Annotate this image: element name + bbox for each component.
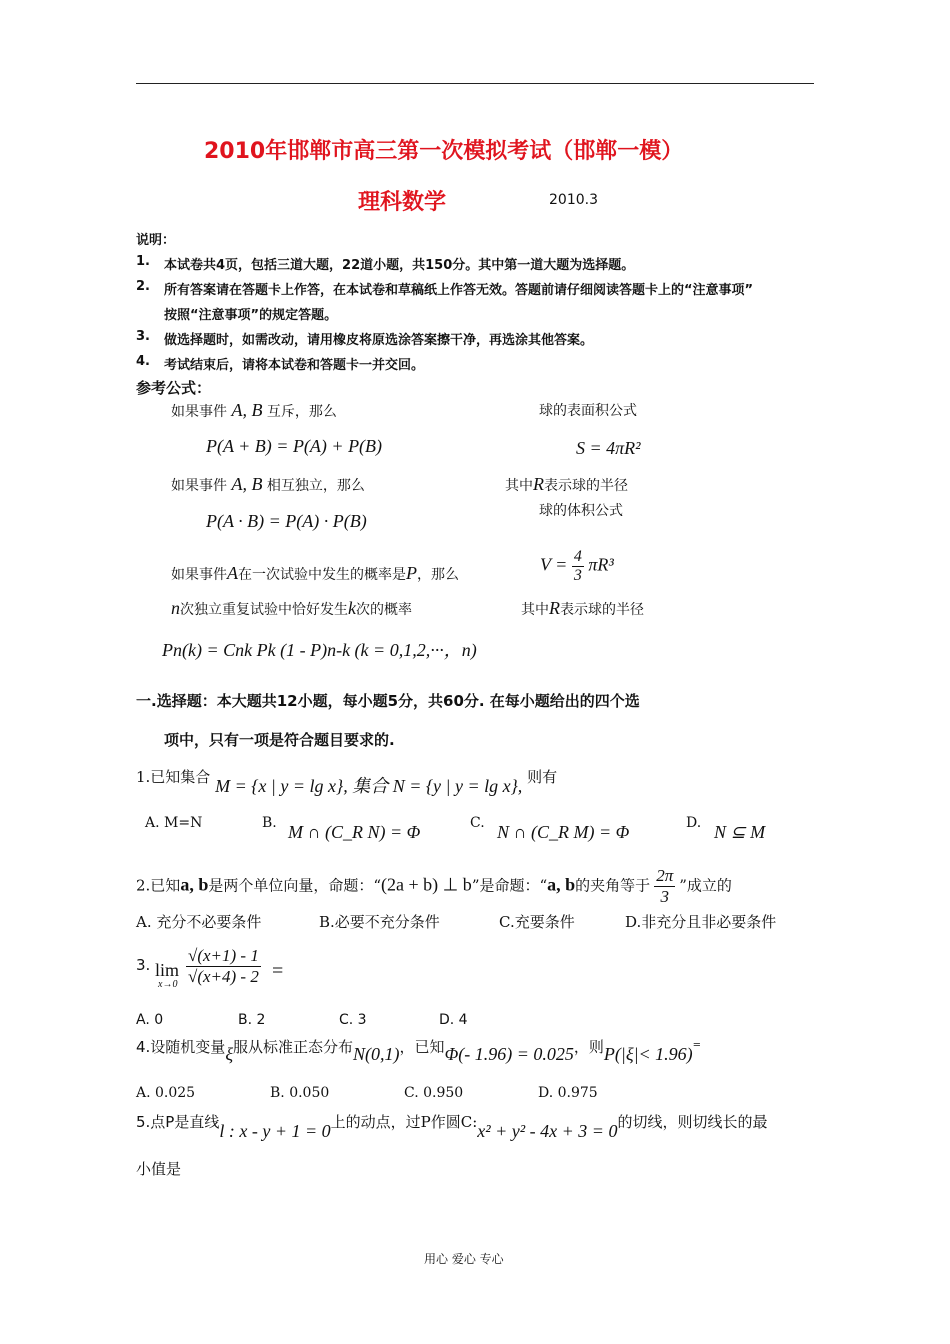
math: (2a + b) ⊥ b: [381, 874, 472, 895]
option-b: B. 0.050: [270, 1085, 330, 1101]
text: 次独立重复试验中恰好发生: [180, 602, 348, 618]
formula-label: 球的体积公式: [539, 503, 623, 519]
math-var: P: [406, 563, 417, 583]
question-3-number: 3.: [136, 956, 151, 974]
text: ”是命题：“: [471, 876, 548, 895]
formula-note: [505, 474, 628, 495]
option-c-math: N ∩ (C_R M) = Φ: [497, 822, 630, 842]
formulas-heading: 参考公式：: [136, 379, 212, 397]
text: 服从标准正态分布: [233, 1038, 354, 1056]
instructions-heading: 说明：: [136, 233, 176, 248]
math: x² + y² - 4x + 3 = 0: [477, 1121, 618, 1141]
exam-title: 2010年邯郸市高三第一次模拟考试（邯郸一模）: [204, 139, 684, 164]
denominator: 3: [573, 567, 582, 584]
instruction-text: 考试结束后，请将本试卷和答题卡一并交回。: [164, 358, 425, 373]
instruction-num: 2.: [136, 279, 150, 294]
instruction-text: 所有答案请在答题卡上作答，在本试卷和草稿纸上作答无效。答题前请仔细阅读答题卡上的“注意事项”: [164, 283, 754, 298]
text: =: [692, 1040, 702, 1051]
fraction: [572, 548, 584, 585]
math: P(|ξ|< 1.96): [603, 1044, 693, 1064]
math-var: A: [227, 563, 238, 583]
option-d: D.: [686, 815, 702, 831]
formula-note: [521, 598, 644, 619]
option-c: C. 3: [339, 1012, 367, 1028]
fraction: [654, 866, 675, 907]
text: 在一次试验中发生的概率是: [238, 567, 406, 583]
text: 其中: [505, 478, 533, 494]
math-var: n: [171, 598, 180, 618]
text: ，已知: [399, 1038, 445, 1056]
formula-condition: [171, 400, 337, 421]
math: l : x - y + 1 = 0: [219, 1121, 331, 1141]
option-a: A. 0.025: [136, 1085, 196, 1101]
equals-sign: =: [272, 960, 284, 982]
text: 互斥，那么: [266, 404, 337, 420]
text: 次的概率: [356, 602, 412, 618]
math: Φ(- 1.96) = 0.025: [444, 1044, 574, 1064]
page-footer: 用心 爱心 专心: [424, 1252, 504, 1266]
math: M = {x | y = lg x}, 集合 N = {y | y = lg x},: [215, 776, 523, 796]
text: 是两个单位向量，命题：“: [208, 876, 381, 895]
math: ξ: [225, 1044, 234, 1064]
formula-condition: [171, 563, 459, 584]
text: 如果事件: [171, 404, 227, 420]
math-vars: A, B: [231, 400, 263, 420]
formula-sphere-area: S = 4πR²: [576, 438, 641, 458]
denominator: 3: [660, 887, 669, 906]
section-heading-cont: 项中，只有一项是符合题目要求的.: [164, 731, 395, 749]
fraction: [186, 946, 261, 987]
subject-title: 理科数学: [358, 190, 447, 215]
option-d: D.非充分且非必要条件: [625, 913, 777, 931]
numerator: √(x+1) - 1: [188, 946, 259, 965]
header-rule: [136, 83, 814, 84]
text: 4.设随机变量: [136, 1038, 226, 1056]
option-c: C.: [470, 815, 485, 831]
formula-condition: [171, 474, 365, 495]
math-var: R: [533, 474, 544, 494]
text: 如果事件: [171, 567, 227, 583]
text: 的切线，则切线长的最: [617, 1113, 768, 1131]
option-b: B. 2: [238, 1012, 266, 1028]
limit-subscript: x→0: [158, 979, 178, 990]
formula-sphere-volume: [540, 548, 614, 585]
numerator: 2π: [656, 866, 674, 885]
text: 相互独立，那么: [266, 478, 365, 494]
numerator: 4: [573, 548, 582, 565]
option-a: A. M=N: [145, 815, 203, 831]
option-d: D. 0.975: [538, 1085, 598, 1101]
option-c: C. 0.950: [404, 1085, 464, 1101]
option-a: A. 0: [136, 1012, 164, 1028]
math: N(0,1): [353, 1044, 400, 1064]
formula-condition: [171, 598, 412, 619]
option-d-math: N ⊆ M: [714, 822, 766, 842]
instruction-num: 4.: [136, 354, 150, 369]
question-5-cont: 小值是: [136, 1160, 182, 1178]
instruction-text: 按照“注意事项”的规定答题。: [164, 308, 338, 323]
math: a, b: [547, 874, 576, 895]
math-var: R: [549, 598, 560, 618]
question-4: [136, 1036, 702, 1064]
text: 1.已知集合: [136, 768, 211, 786]
denominator: √(x+4) - 2: [188, 967, 259, 986]
text: πR³: [588, 554, 614, 575]
text: 则有: [527, 768, 558, 786]
text: 其中: [521, 602, 549, 618]
option-b-math: M ∩ (C_R N) = Φ: [288, 822, 421, 842]
text: ”成立的: [679, 876, 732, 895]
math-var: k: [348, 598, 356, 618]
text: 如果事件: [171, 478, 227, 494]
option-a: A. 充分不必要条件: [136, 913, 262, 931]
option-d: D. 4: [439, 1012, 468, 1028]
formula-addition: P(A + B) = P(A) + P(B): [206, 436, 383, 456]
option-b: B.必要不充分条件: [319, 913, 440, 931]
math-vars: A, B: [231, 474, 263, 494]
instruction-text: 本试卷共4页，包括三道大题，22道小题，共150分。其中第一道大题为选择题。: [164, 258, 635, 273]
option-b: B.: [262, 815, 277, 831]
text: ，则: [573, 1038, 604, 1056]
text: V =: [540, 554, 568, 575]
text: 上的动点，过P作圆C:: [330, 1113, 478, 1131]
option-c: C.充要条件: [499, 913, 575, 931]
text: 的夹角等于: [575, 876, 651, 895]
question-2: [136, 866, 732, 907]
instruction-text: 做选择题时，如需改动，请用橡皮将原选涂答案擦干净，再选涂其他答案。: [164, 333, 594, 348]
question-5: [136, 1111, 768, 1141]
exam-date: 2010.3: [549, 192, 598, 208]
question-1: [136, 762, 558, 796]
limit-symbol: lim: [155, 960, 180, 980]
math: a, b: [180, 874, 209, 895]
formula-multiplication: P(A · B) = P(A) · P(B): [206, 511, 367, 531]
text: 表示球的半径: [544, 478, 628, 494]
formula-label: 球的表面积公式: [539, 403, 637, 419]
section-heading: 一.选择题：本大题共12小题，每小题5分，共60分. 在每小题给出的四个选: [136, 692, 640, 710]
text: 表示球的半径: [560, 602, 644, 618]
text: 5.点P是直线: [136, 1113, 220, 1131]
formula-binomial: Pn(k) = Cnk Pk (1 - P)n-k (k = 0,1,2,···，n): [162, 640, 477, 660]
text: 2.已知: [136, 876, 181, 895]
instruction-num: 3.: [136, 329, 150, 344]
text: ，那么: [417, 567, 459, 583]
instruction-num: 1.: [136, 254, 150, 269]
limit-fraction: [186, 946, 261, 987]
